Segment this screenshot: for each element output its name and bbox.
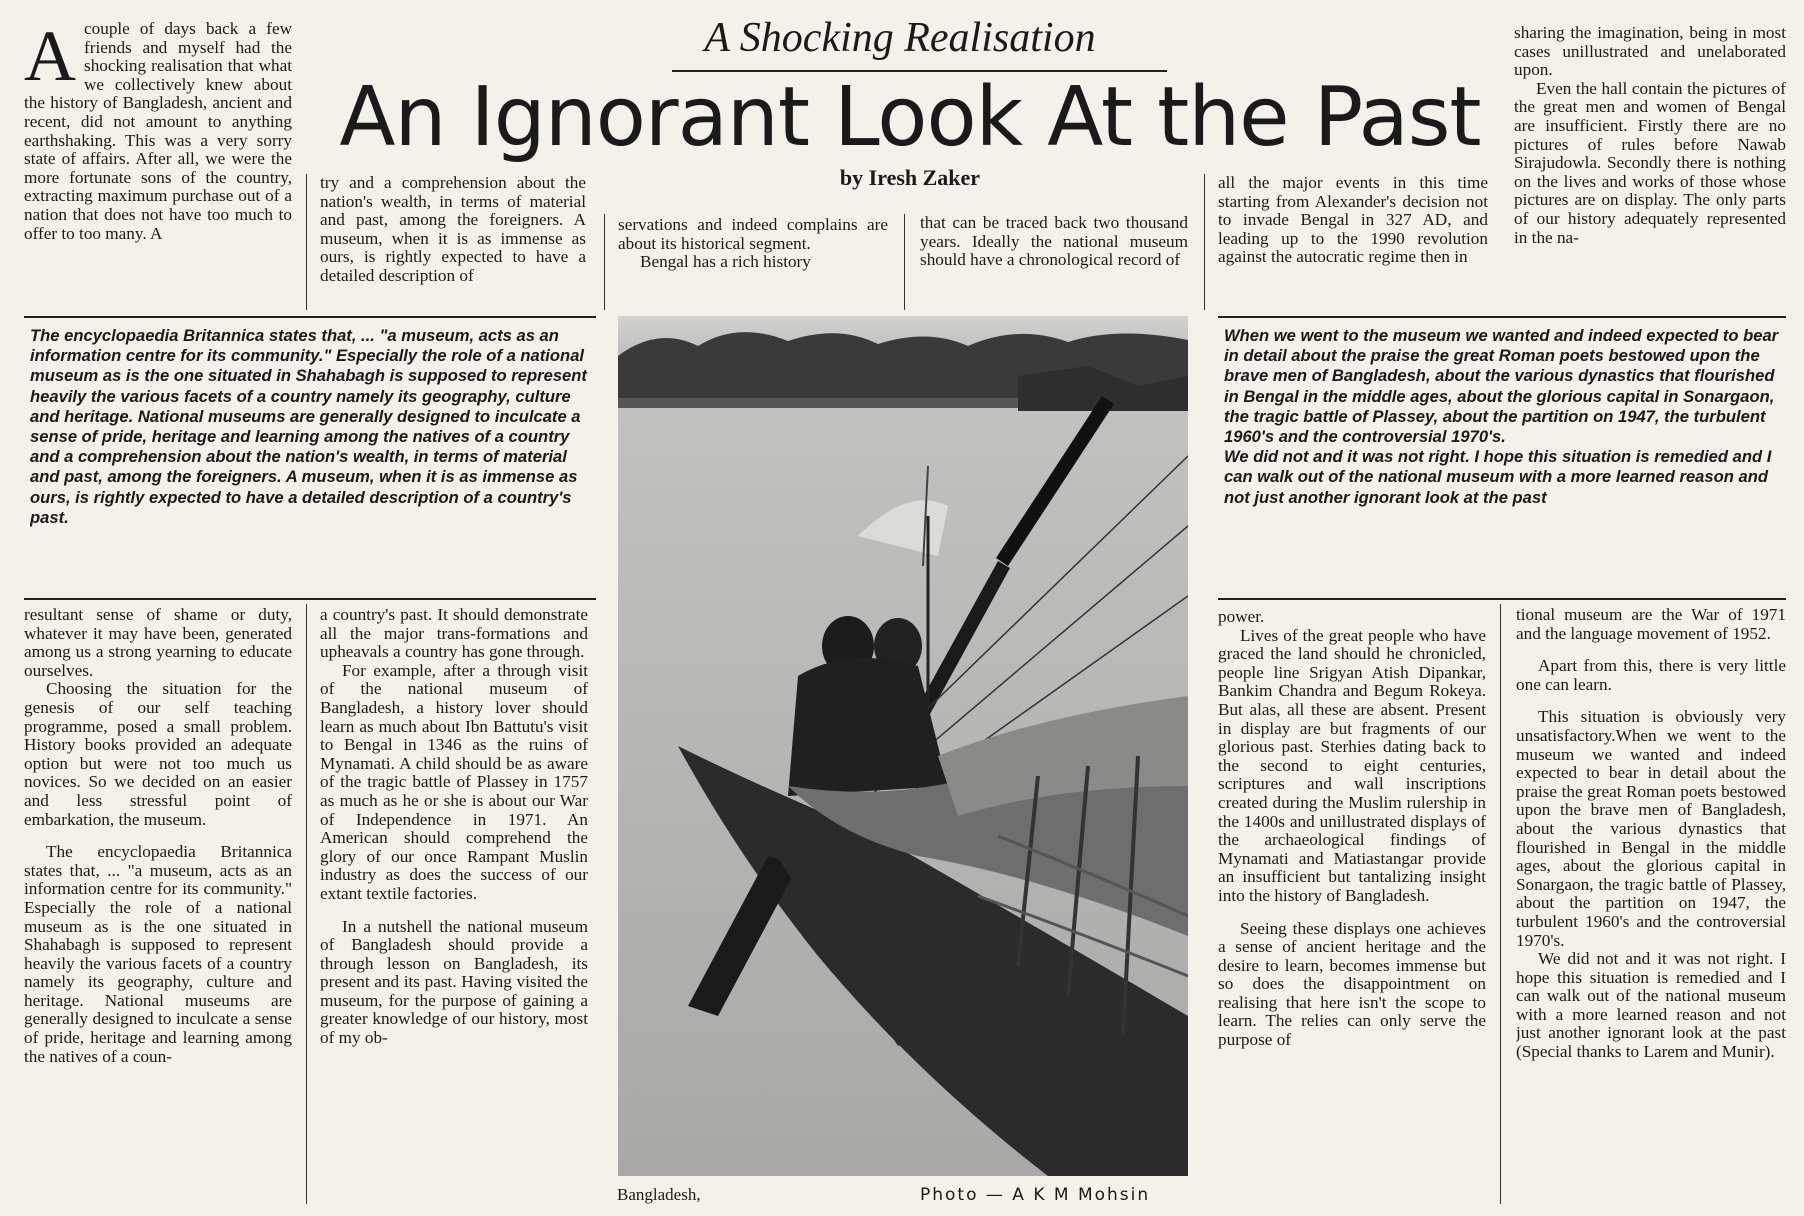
- paragraph: This situation is obviously very unsatisfactory.When we went to the museum we wanted and indeed expected to bear in detail about the praise the great Roman poets bestowed upon the brave men of Bangladesh, about the various dynastics that flourished in Bengal in the middle ages, about the glorious capital in Sonargaon, the tragic battle of Plassey, about the partition on 1947, the turbulent 1960's and the controversial 1970's.: [1516, 707, 1786, 950]
- paragraph: Lives of the great people who have graced the land should he chronicled, people line Srigyan Atish Dipankar, Bankim Chandra and Begum Rokeya. But alas, all these are absent. Present in display are but fragments of our glorious past. Sterhies dating back to the second to eight centuries, scriptures and wall inscriptions created during the Muslim rulership in the 1400s and unillustrated displays of the archaeological findings of Mynamati and Matiastangar provide an insufficient but tantalizing insight into the history of Bangladesh.: [1218, 625, 1486, 905]
- column-divider: [1204, 174, 1205, 310]
- pullquote-text: The encyclopaedia Britannica states that, ... "a museum, acts as an information centre for its community." Especially the role of a national museum as is the one situated in Shahabagh is supposed to represent heavily the various facets of a country namely its geography, culture and heritage. National museums are generally designed to inculcate a sense of pride, heritage and learning among the natives of a country and a comprehension about the nation's wealth, in terms of material and past, among the foreigners. A museum, when it is as immense as ours, is rightly expected to have a detailed description of a country's past.: [30, 326, 587, 527]
- column-5-top: [1218, 174, 1488, 312]
- column-divider: [306, 174, 307, 310]
- section-rule: [1218, 598, 1786, 600]
- column-5-bottom: [1218, 608, 1486, 1206]
- paragraph: Apart from this, there is very little one can learn.: [1516, 656, 1786, 694]
- paragraph: a country's past. It should demonstrate all the major trans-formations and upheavals a country has gone through.: [320, 606, 588, 662]
- column-divider: [904, 214, 905, 310]
- pullquote-text: When we went to the museum we wanted and indeed expected to bear in detail about the praise the great Roman poets bestowed upon the brave men of Bangladesh, about the various dynastics that flourished in Bengal in the middle ages, about the glorious capital in Sonargaon, the tragic battle of Plassey, about the partition on 1947, the turbulent 1960's and the controversial 1970's.: [1224, 326, 1779, 447]
- paragraph: all the major events in this time starting from Alexander's decision not to invade Bengal in 327 AD, and leading up to the 1990 revolution against the autocratic regime then in: [1218, 174, 1488, 267]
- paragraph: try and a comprehension about the nation's wealth, in terms of material and past, among the foreigners. A museum, when it is as immense as ours, is rightly expected to have a detailed description of: [320, 174, 586, 285]
- column-2-bottom: [320, 606, 588, 1206]
- paragraph: sharing the imagination, being in most cases unillustrated and unelaborated upon.: [1514, 24, 1786, 80]
- section-rule: [24, 598, 596, 600]
- paragraph: tional museum are the War of 1971 and the language movement of 1952.: [1516, 606, 1786, 643]
- article-headline: An Ignorant Look At the Past: [339, 70, 1481, 165]
- paragraph: Even the hall contain the pictures of the great men and women of Bengal are insufficient. Firstly there are no pictures of rules before Nawab Sirajudowla. Secondly there is nothing on the lives and works of those whose pictures are on display. The only parts of our history adequately represented in the na-: [1514, 78, 1786, 247]
- column-3-top: [618, 216, 888, 312]
- column-2-top: [320, 174, 586, 312]
- section-rule: [24, 316, 596, 318]
- paragraph: resultant sense of shame or duty, whatever it may have been, generated among us a strong yearning to educate ourselves.: [24, 606, 292, 680]
- paragraph-text: couple of days back a few friends and myself had the shocking realisation that what we collectively knew about the history of Bangladesh, ancient and recent, did not amount to anything earthshaking. This was a very sorry state of affairs. After all, we were the more fortunate sons of the country, extracting maximum purchase out of a nation that does not have too much to offer to too many. A: [24, 20, 292, 243]
- column-divider: [604, 214, 605, 310]
- paragraph: Bengal has a rich history: [640, 252, 811, 272]
- paragraph: We did not and it was not right. I hope this situation is remedied and I can walk out of the national museum with a more learned reason and not just another ignorant look at the past (Special thanks to Larem and Munir).: [1516, 949, 1786, 1062]
- column-1-top: [24, 20, 292, 310]
- pullquote-text: We did not and it was not right. I hope this situation is remedied and I can walk out of the national museum with a more learned reason and not just another ignorant look at the past: [1224, 447, 1772, 507]
- paragraph: that can be traced back two thousand years. Ideally the national museum should have a chronological record of: [920, 214, 1188, 270]
- article-byline: by Iresh Zaker: [839, 165, 981, 190]
- column-6-top: [1514, 24, 1786, 314]
- column-4-top: [920, 214, 1188, 312]
- drop-cap: A: [24, 20, 76, 96]
- section-rule: [1218, 316, 1786, 318]
- paragraph: In a nutshell the national museum of Bangladesh should provide a through lesson on Bangladesh, its present and its past. Having visited the museum, for the purpose of gaining a greater knowledge of our history, most of my ob-: [320, 916, 588, 1048]
- article-kicker: A Shocking Realisation: [704, 15, 1096, 61]
- column-divider: [1500, 604, 1501, 1204]
- column-1-bottom: [24, 606, 292, 1206]
- paragraph: For example, after a through visit of the national museum of Bangladesh, a history lover should learn as much about Ibn Battutu's visit to Bengal in 1346 as the ruins of Mynamati. A child should be as aware of the tragic battle of Plassey in 1757 as much as he or she is about our War of Independence in 1971. An American should comprehend the glory of our once Rampant Muslin industry as does the success of our extant textile factories.: [320, 660, 588, 903]
- pullquote-right: [1224, 326, 1780, 592]
- column-divider: [306, 604, 307, 1204]
- pullquote-left: [30, 326, 592, 592]
- column-6-bottom: [1516, 606, 1786, 1206]
- photo-credit: Photo — A K M Mohsin: [920, 1185, 1151, 1205]
- boat-photo-drawing: [618, 316, 1188, 1176]
- paragraph: [24, 20, 292, 243]
- photo-caption: Bangladesh,: [617, 1185, 701, 1204]
- paragraph: servations and indeed complains are about its historical segment.: [618, 216, 888, 253]
- paragraph: The encyclopaedia Britannica states that, ... "a museum, acts as an information centre for its community." Especially the role of a national museum as is the one situated in Shahabagh is supposed to represent heavily the various facets of a country namely its geography, culture and heritage. National museums are generally designed to inculcate a sense of pride, heritage and learning among the natives of a coun-: [24, 842, 292, 1066]
- boat-photo: [618, 316, 1188, 1176]
- paragraph: Choosing the situation for the genesis of our self teaching programme, posed a small problem. History books provided an adequate option but were not too much us novices. So we decided on an easier and less stressful point of embarkation, the museum.: [24, 679, 292, 829]
- paragraph: Seeing these displays one achieves a sense of ancient heritage and the desire to learn, becomes immense but so does the disappointment on realising that here isn't the scope to learn. The relies can only serve the purpose of: [1218, 918, 1486, 1050]
- paragraph: power.: [1218, 608, 1265, 626]
